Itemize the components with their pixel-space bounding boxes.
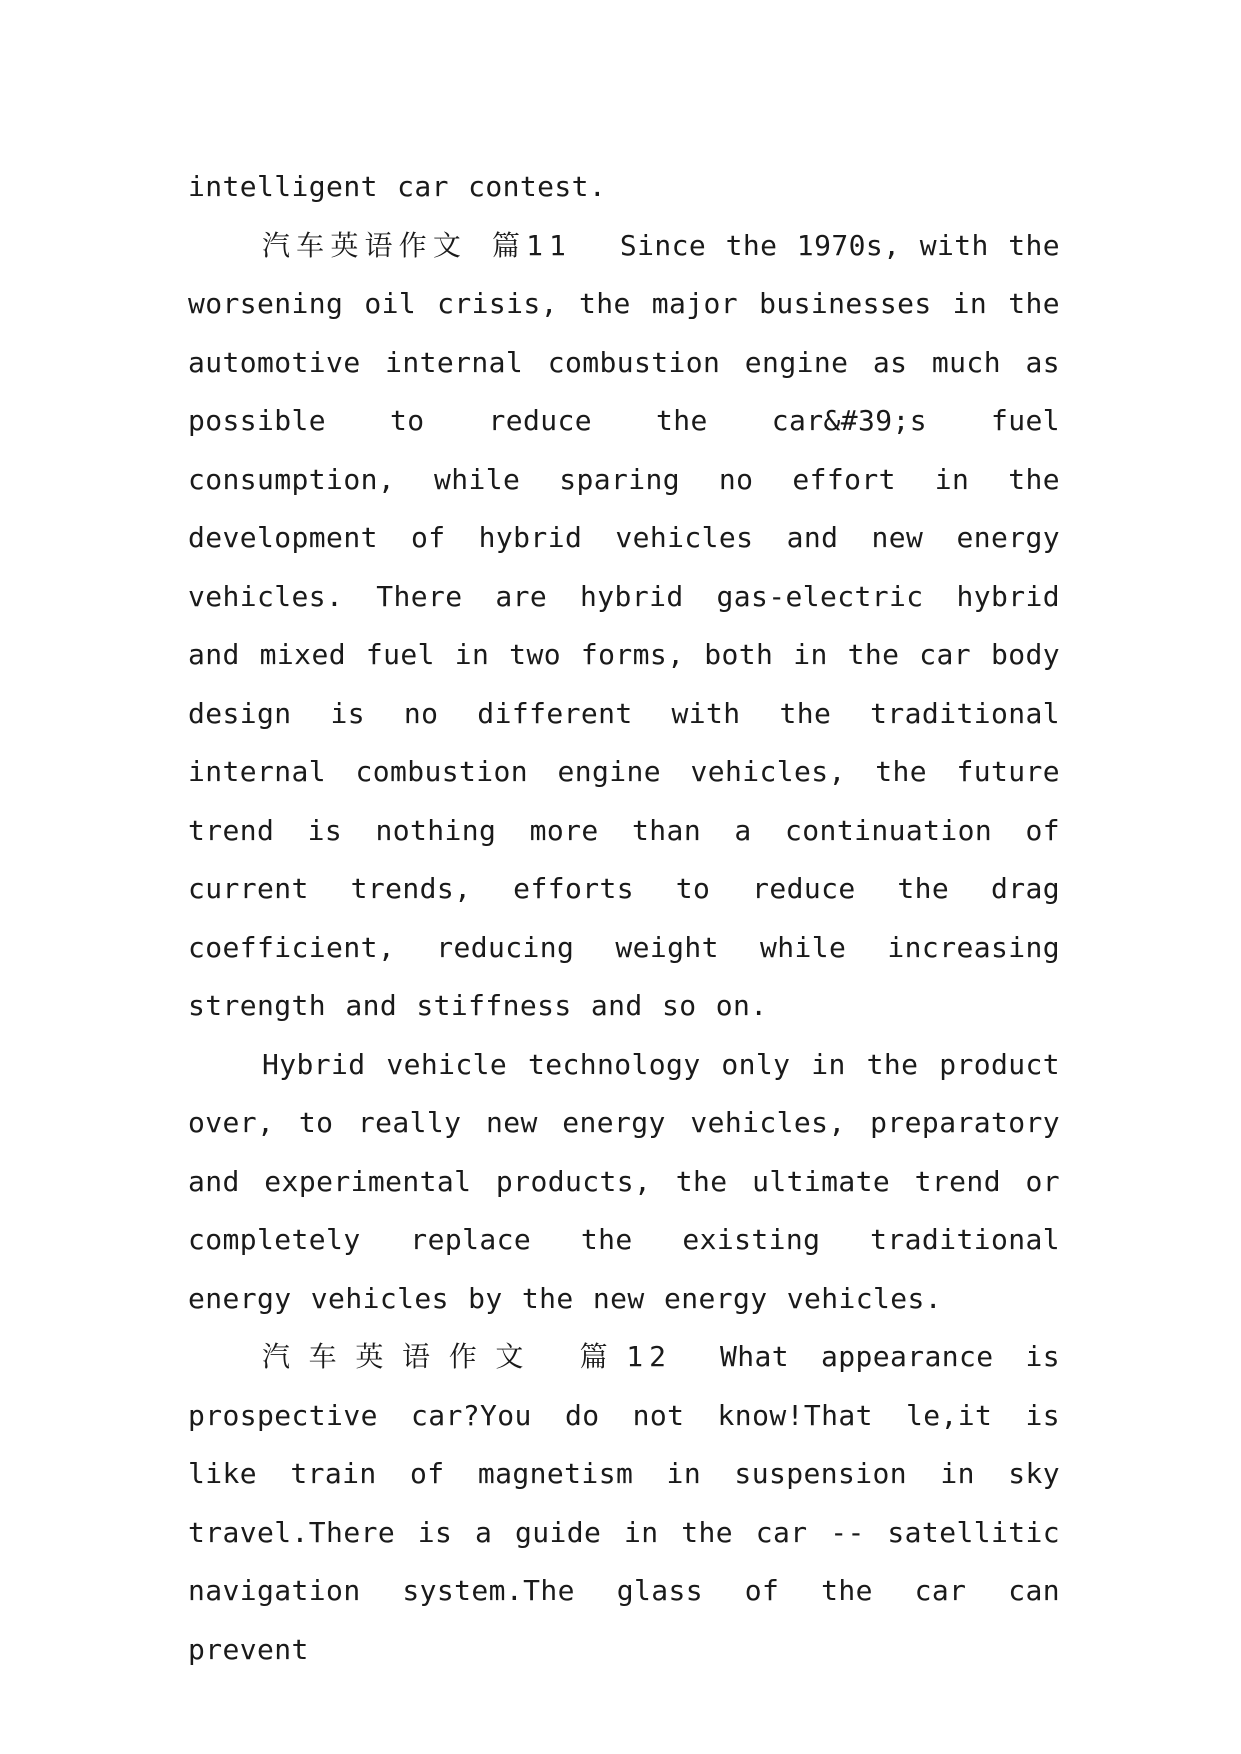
- section-heading: 汽车英语作文 篇11: [262, 228, 572, 262]
- paragraph-text: What appearance is prospective car?You do not know!That le,it is like train of magnetism in suspension in sky travel.There is a guide in the car -- satellitic navigation system.The glass of the car can prevent: [188, 1340, 1060, 1666]
- document-page: [188, 158, 1060, 1679]
- paragraph-text: intelligent car contest.: [188, 170, 607, 203]
- paragraph-text: Since the 1970s, with the worsening oil crisis, the major businesses in the automotive internal combustion engine as much as possible to reduce the car&#39;s fuel consumption, while sparing no effort in the development of hybrid vehicles and new energy vehicles. There are hybrid gas-electric hybrid and mixed fuel in two forms, both in the car body design is no different with the traditional internal combustion engine vehicles, the future trend is nothing more than a continuation of current trends, efforts to reduce the drag coefficient, reducing weight while increasing strength and stiffness and so on.: [188, 228, 1061, 1022]
- paragraph-essay-12: [188, 1328, 1060, 1679]
- paragraph-essay-11: [188, 217, 1060, 1036]
- paragraph-text: Hybrid vehicle technology only in the product over, to really new energy vehicles, preparatory and experimental products, the ultimate trend or completely replace the existing traditional energy vehicles by the new energy vehicles.: [188, 1047, 1060, 1315]
- paragraph-continuation: [188, 158, 1060, 217]
- section-heading: 汽车英语作文 篇12: [262, 1340, 672, 1373]
- paragraph-hybrid: [188, 1036, 1060, 1329]
